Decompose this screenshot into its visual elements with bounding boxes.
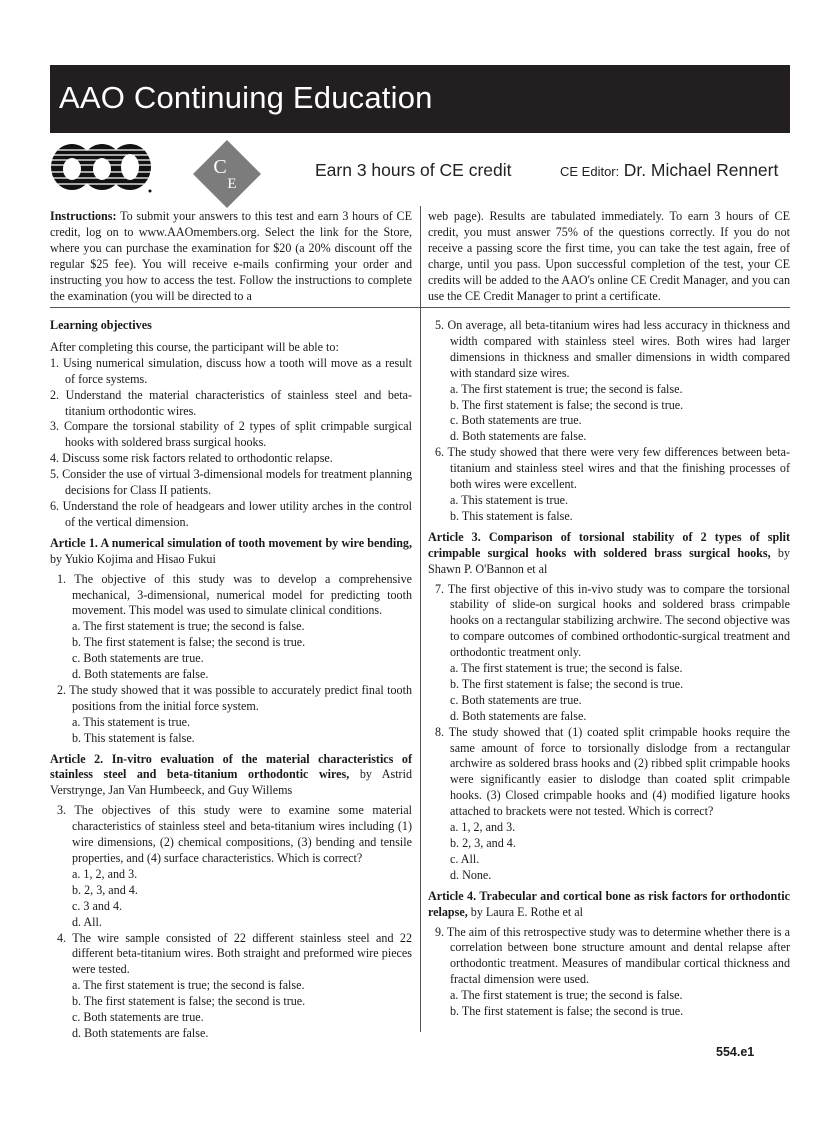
- answer-option: c. Both statements are true.: [450, 413, 582, 428]
- answer-option: b. The first statement is false; the second is true.: [72, 635, 306, 650]
- left-column: [50, 318, 412, 1042]
- answer-option: d. Both statements are false.: [450, 708, 587, 723]
- ce-editor: [560, 160, 778, 181]
- article-heading: [50, 536, 412, 568]
- instructions-text-left: To submit your answers to this test and earn 3 hours of CE credit, log on to www.AAOmembers.org. Select the link for the Store, where you can purchase the examination for $20 (a 20% discount off the regular $25 fee). You will receive e-mails confirming your order and instructing you how to access the test. Follow the instructions to complete the examination (you will be directed to a: [50, 209, 412, 303]
- article-heading: [428, 530, 790, 578]
- answer-option: a. The first statement is true; the second is false.: [450, 381, 683, 396]
- answer-option: d. None.: [450, 867, 492, 882]
- article-authors: by Yukio Kojima and Hisao Fukui: [50, 551, 216, 566]
- answer-option: d. Both statements are false.: [72, 667, 209, 682]
- page-number: 554.e1: [716, 1045, 755, 1059]
- article-authors: by Astrid Verstrynge, Jan Van Humbeeck, and Guy Willems: [50, 767, 412, 798]
- instructions-right: web page). Results are tabulated immediately. To earn 3 hours of CE credit, you must answer 75% of the questions correctly. If you do not receive a passing score the first time, you can take the test again, free of charge, until you pass. Upon successful completion of the test, your CE credits will be added to the AAO's online CE Credit Manager, and you can use the CE Credit Manager to print a certificate.: [428, 209, 790, 303]
- answer-option: c. Both statements are true.: [72, 651, 204, 666]
- question: 7. The first objective of this in-vivo study was to compare the torsional stability of slide-on surgical hooks and soldered brass crimpable hooks on a rectangular stabilizing archwire. The second objective was to compare outcomes of combined orthodontic-surgical treatment and orthodontic treatment only.: [435, 581, 790, 660]
- article-authors: by Laura E. Rothe et al: [467, 904, 583, 919]
- ce-badge-icon: [193, 140, 261, 208]
- answer-option: a. 1, 2, and 3.: [72, 866, 138, 881]
- article-heading: [428, 889, 790, 921]
- question: 1. The objective of this study was to develop a comprehensive mechanical, 3-dimensional, numerical model for predicting tooth movement. This model was used to simulate clinical conditions.: [57, 571, 412, 618]
- question: 2. The study showed that it was possible to accurately predict final tooth positions from the initial force system.: [57, 682, 412, 713]
- ce-editor-name: Dr. Michael Rennert: [623, 160, 779, 180]
- question: 5. On average, all beta-titanium wires had less accuracy in thickness and width compared with stainless steel wires. Both wires had larger dimensions in thickness and smaller dimensions in width compared with standard size wires.: [435, 318, 790, 380]
- answer-option: a. The first statement is true; the second is false.: [450, 661, 683, 676]
- answer-option: a. 1, 2, and 3.: [450, 820, 516, 835]
- answer-option: b. The first statement is false; the second is true.: [450, 397, 684, 412]
- article-title: Article 1. A numerical simulation of tooth movement by wire bending,: [50, 535, 412, 550]
- question: 4. The wire sample consisted of 22 different stainless steel and 22 different beta-titanium wires. Both straight and preformed wire pieces were tested.: [57, 930, 412, 977]
- question: 9. The aim of this retrospective study was to determine whether there is a correlation between bone structure amount and dental relapse after orthodontic treatment. Measures of mandibular cortical thickness and fractal dimension were used.: [435, 924, 790, 987]
- learning-objective: 5. Consider the use of virtual 3-dimensional models for treatment planning decisions for Class II patients.: [50, 467, 412, 498]
- question: 6. The study showed that there were very few differences between beta-titanium and stainless steel wires and that the finishing processes of both wires were excellent.: [435, 445, 790, 492]
- answer-option: b. The first statement is false; the second is true.: [72, 994, 306, 1009]
- answer-option: a. This statement is true.: [72, 714, 191, 729]
- instructions-left: [50, 208, 412, 304]
- answer-option: c. 3 and 4.: [72, 898, 123, 913]
- answer-option: d. Both statements are false.: [450, 429, 587, 444]
- section-divider: [50, 307, 790, 308]
- right-column: [428, 318, 790, 1020]
- answer-option: b. 2, 3, and 4.: [450, 836, 516, 850]
- learning-objective: 2. Understand the material characteristics of stainless steel and beta-titanium orthodontic wires.: [50, 387, 412, 418]
- answer-option: a. The first statement is true; the second is false.: [72, 619, 305, 634]
- answer-option: d. All.: [72, 914, 102, 929]
- article-title: Article 4. Trabecular and cortical bone as risk factors for orthodontic relapse,: [428, 888, 790, 919]
- answer-option: a. The first statement is true; the second is false.: [72, 978, 305, 993]
- answer-option: b. 2, 3, and 4.: [72, 882, 138, 897]
- answer-option: c. Both statements are true.: [450, 692, 582, 707]
- instructions-label: Instructions:: [50, 209, 117, 223]
- answer-option: a. This statement is true.: [450, 492, 569, 507]
- article-authors: by Shawn P. O'Bannon et al: [428, 545, 790, 576]
- section-heading: Learning objectives: [50, 318, 152, 332]
- learning-objective: 1. Using numerical simulation, discuss how a tooth will move as a result of force systems.: [50, 355, 412, 386]
- question: 8. The study showed that (1) coated split crimpable hooks require the same amount of force to torsionally dislodge from a rectangular archwire as soldered brass hooks and (2) ribbed split crimpable hooks were significantly easier to dislodge than coated split crimpable hooks. (3) Closed crimpable hooks and (4) modified ligature hooks attached to brackets were not tested. Which is correct?: [435, 724, 790, 819]
- answer-option: b. The first statement is false; the second is true.: [450, 1004, 684, 1019]
- answer-option: b. The first statement is false; the second is true.: [450, 676, 684, 691]
- learning-objective: 3. Compare the torsional stability of 2 types of split crimpable surgical hooks with soldered brass surgical hooks.: [50, 419, 412, 450]
- answer-option: d. Both statements are false.: [72, 1025, 209, 1040]
- aao-logo: [50, 142, 156, 194]
- article-title: Article 3. Comparison of torsional stability of 2 types of split crimpable surgical hooks with soldered brass surgical hooks,: [428, 529, 790, 560]
- page-banner-title: AAO Continuing Education: [50, 65, 790, 133]
- article-heading: [50, 752, 412, 800]
- ce-badge-letter-c: C: [213, 156, 227, 178]
- answer-option: c. All.: [450, 851, 480, 866]
- answer-option: a. The first statement is true; the second is false.: [450, 988, 683, 1003]
- answer-option: b. This statement is false.: [72, 730, 195, 745]
- ce-editor-label: CE Editor:: [560, 164, 620, 179]
- learning-objective: 4. Discuss some risk factors related to orthodontic relapse.: [50, 451, 333, 466]
- column-divider: [420, 206, 421, 1032]
- question: 3. The objectives of this study were to examine some material characteristics of stainless steel and beta-titanium wires including (1) wire dimensions, (2) chemical compositions, (3) bending and tensile properties, and (4) surface characteristics. Which is correct?: [57, 803, 412, 865]
- ce-badge-letter-e: E: [227, 176, 237, 192]
- earn-credit-heading: Earn 3 hours of CE credit: [315, 160, 512, 180]
- answer-option: b. This statement is false.: [450, 508, 573, 523]
- intro-paragraph: After completing this course, the participant will be able to:: [50, 339, 339, 354]
- article-title: Article 2. In-vitro evaluation of the material characteristics of stainless steel and beta-titanium orthodontic wires,: [50, 751, 412, 782]
- answer-option: c. Both statements are true.: [72, 1010, 204, 1025]
- learning-objective: 6. Understand the role of headgears and lower utility arches in the control of the vertical dimension.: [50, 498, 412, 529]
